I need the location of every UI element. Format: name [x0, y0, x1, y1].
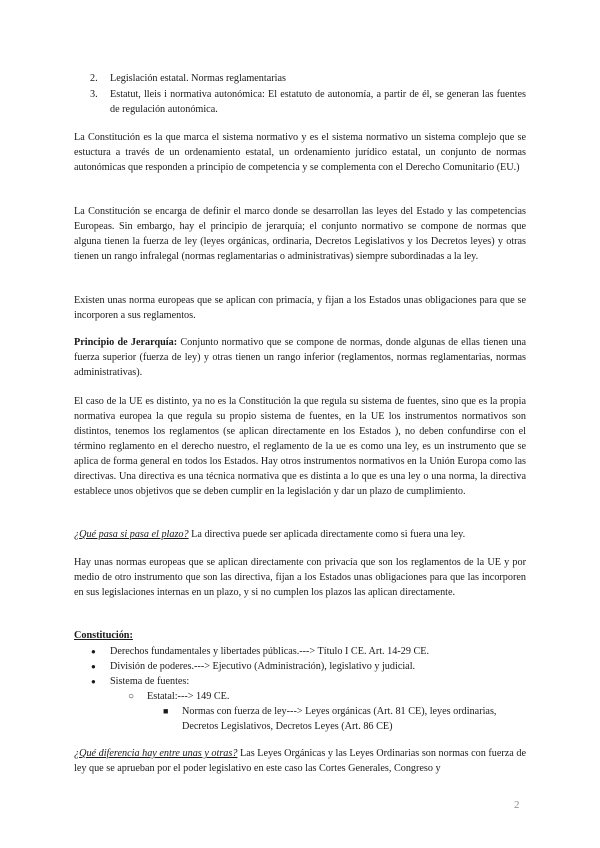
- question: ¿Qué diferencia hay entre unas y otras?: [74, 748, 238, 759]
- list-number: 2.: [90, 73, 98, 84]
- bullet-text: División de poderes.---> Ejecutivo (Administración), legislativo y judicial.: [110, 661, 416, 672]
- bullet-square-icon: ■: [163, 706, 169, 716]
- sub-sub-bullet-text: Normas con fuerza de ley---> Leyes orgánicas (Art. 81 CE), leyes ordinarias,: [182, 706, 497, 717]
- term-heading: Principio de Jerarquía:: [74, 337, 178, 348]
- bullet-text: Sistema de fuentes:: [110, 676, 190, 687]
- bullet-dot-icon: ●: [91, 647, 96, 656]
- paragraph-normas-europeas: Existen unas norma europeas que se aplican con primacía, y fijan a los Estados unas obligaciones para que se incorporen a sus reglamentos.: [74, 295, 526, 321]
- bullet-text: Derechos fundamentales y libertades públicas.---> Título I CE. Art. 14-29 CE.: [110, 646, 430, 657]
- paragraph-reglamentos-directivas: Hay unas normas europeas que se aplican directamente con privacía que son los reglamentos de la UE y por medio de otro instrumento que son las directiva, fijan a los Estados unas obligaciones para que las incorporen en sus legislaciones internas en un plazo, y si no cumplen los plazos las aplican directamente.: [74, 557, 526, 598]
- paragraph-plazo: [74, 527, 526, 542]
- paragraph-caso-ue: El caso de la UE es distinto, ya no es la Constitución la que regula su sistema de fuentes, sino que es la propia normativa europea la que regula su propio sistema de fuentes, en la UE los instrumentos normativos son distintos, tenemos los reglamentos (se aplican directamente en los Estados ), no deben confundirse con el término reglamento en el derecho nuestro, el reglamento de la ue es como una ley, es un instrumento que se aplica de forma general en todos los Estados. Hay otros instrumentos normativos en la Unión Europa como las directivas. Una directiva es una técnica normativa que es distinta a lo que es una ley o una norma, la directiva establece unos objetivos que se deben cumplir en la legislación y dar un plazo de cumplimiento.: [74, 396, 526, 497]
- paragraph-sistema-normativo: La Constitución es la que marca el sistema normativo y es el sistema normativo un sistema complejo que se estuctura a través de un ordenamiento estatal, un ordenamiento jurídico estatal, un conjunto de normas autonómicas que responden a principio de competencia y se complementa con el Derecho Comunitario (EU.): [74, 132, 526, 173]
- sub-sub-bullet-text: Decretos Legislativos, Decretos Leyes (Art. 86 CE): [182, 721, 393, 732]
- answer: Las Leyes Orgánicas y las Leyes Ordinarias son normas con fuerza de ley que se aprueban por el poder legislativo en este caso las Cortes Generales, Congreso y: [74, 748, 527, 774]
- answer: La directiva puede ser aplicada directamente como si fuera una ley.: [188, 529, 466, 540]
- list-number: 3.: [90, 89, 98, 100]
- list-text: Legislación estatal. Normas reglamentarias: [110, 73, 286, 84]
- sub-bullet-text: Estatal:---> 149 CE.: [147, 691, 230, 702]
- term-definition: Conjunto normativo que se compone de normas, donde algunas de ellas tienen una fuerza superior (fuerza de ley) y otras tienen un rango inferior (reglamentos, normas reglamentarias, normas administrativas).: [74, 337, 526, 378]
- question: ¿Qué pasa si pasa el plazo?: [74, 529, 189, 540]
- section-heading: [74, 628, 526, 643]
- paragraph-principio-jerarquia: [74, 335, 526, 380]
- list-text: Estatut, lleis i normativa autonómica: El estatuto de autonomía, a partir de él, se generan las fuentes de regulación autonómica.: [110, 89, 526, 115]
- paragraph-marco-constitucional: La Constitución se encarga de definir el marco donde se desarrollan las leyes del Estado y las competencias Europeas. Sin embargo, hay el principio de jerarquía; el conjunto normativo se compone de normas que alguna tienen la fuerza de ley (leyes orgánicas, ordinaria, Decretos Legislativos y los Decretos leyes) y otras tienen un rango infralegal (normas reglamentarias o administrativas) siempre subordinadas a la ley.: [74, 206, 526, 262]
- page-number: 2: [514, 799, 520, 811]
- bullet-circle-icon: ○: [128, 691, 135, 702]
- paragraph-diferencia-leyes: [74, 746, 526, 776]
- bullet-dot-icon: ●: [91, 662, 96, 671]
- constitucion-heading: Constitución:: [74, 630, 133, 641]
- bullet-dot-icon: ●: [91, 677, 96, 686]
